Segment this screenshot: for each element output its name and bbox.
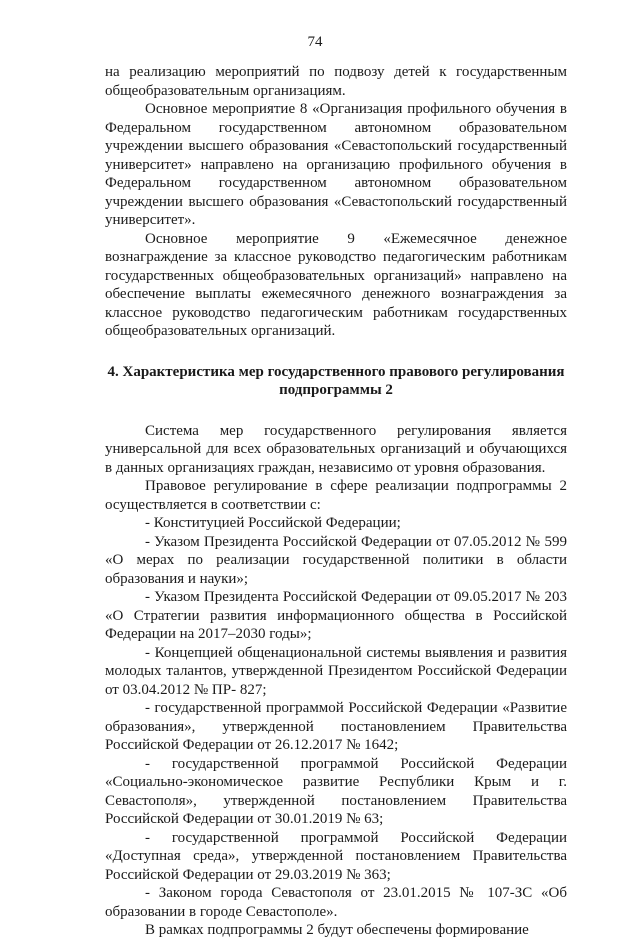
paragraph: на реализацию мероприятий по подвозу детей к государственным общеобразовательным организациям. xyxy=(105,64,567,99)
section-heading: 4. Характеристика мер государственного правового регулирования подпрограммы 2 xyxy=(107,363,565,398)
list-item: - государственной программой Российской Федерации «Доступная среда», утвержденной постановлением Правительства Российской Федерации от 29.03.2019 № 363; xyxy=(105,829,567,883)
paragraph: Основное мероприятие 9 «Ежемесячное денежное вознаграждение за классное руководство педагогическим работникам государственных общеобразовательных организаций» направлено на обеспечение выплаты ежемесячного денежного вознаграждения за классное руководство педагогическим работникам государственных общеобразовательных организаций. xyxy=(105,230,567,339)
paragraph: Система мер государственного регулирования является универсальной для всех образовательных организаций и обучающихся в данных организациях граждан, независимо от уровня образования. xyxy=(105,422,567,476)
document-body xyxy=(105,63,567,940)
paragraph: Основное мероприятие 8 «Организация профильного обучения в Федеральном государственном автономном образовательном учреждении высшего образования «Севастопольский государственный университет» направлено на организацию профильного обучения в Федеральном государственном автономном образовательном учреждении высшего образования «Севастопольский государственный университет». xyxy=(105,101,567,228)
page-number: 74 xyxy=(307,34,323,50)
list-item: - государственной программой Российской Федерации «Развитие образования», утвержденной постановлением Правительства Российской Федерации от 26.12.2017 № 1642; xyxy=(105,700,567,753)
list-item: - Концепцией общенациональной системы выявления и развития молодых талантов, утвержденной Президентом Российской Федерации от 03.04.2012 № ПР- 827; xyxy=(105,644,567,698)
list-item: - Указом Президента Российской Федерации от 07.05.2012 № 599 «О мерах по реализации государственной политики в области образования и науки»; xyxy=(105,533,567,587)
list-item: - Конституцией Российской Федерации; xyxy=(145,515,401,531)
list-item: - Указом Президента Российской Федерации от 09.05.2017 № 203 «О Стратегии развития информационного общества в Российской Федерации на 2017–2030 годы»; xyxy=(105,589,567,642)
paragraph: В рамках подпрограммы 2 будут обеспечены формирование xyxy=(145,922,529,938)
list-item: - государственной программой Российской Федерации «Социально-экономическое развитие Республики Крым и г. Севастополя», утвержденной постановлением Правительства Российской Федерации от 30.01.2019 № 63; xyxy=(105,755,567,827)
paragraph: Правовое регулирование в сфере реализации подпрограммы 2 осуществляется в соответствии с: xyxy=(105,478,567,513)
list-item: - Законом города Севастополя от 23.01.2015 № 107-ЗС «Об образовании в городе Севастополе». xyxy=(105,885,567,920)
